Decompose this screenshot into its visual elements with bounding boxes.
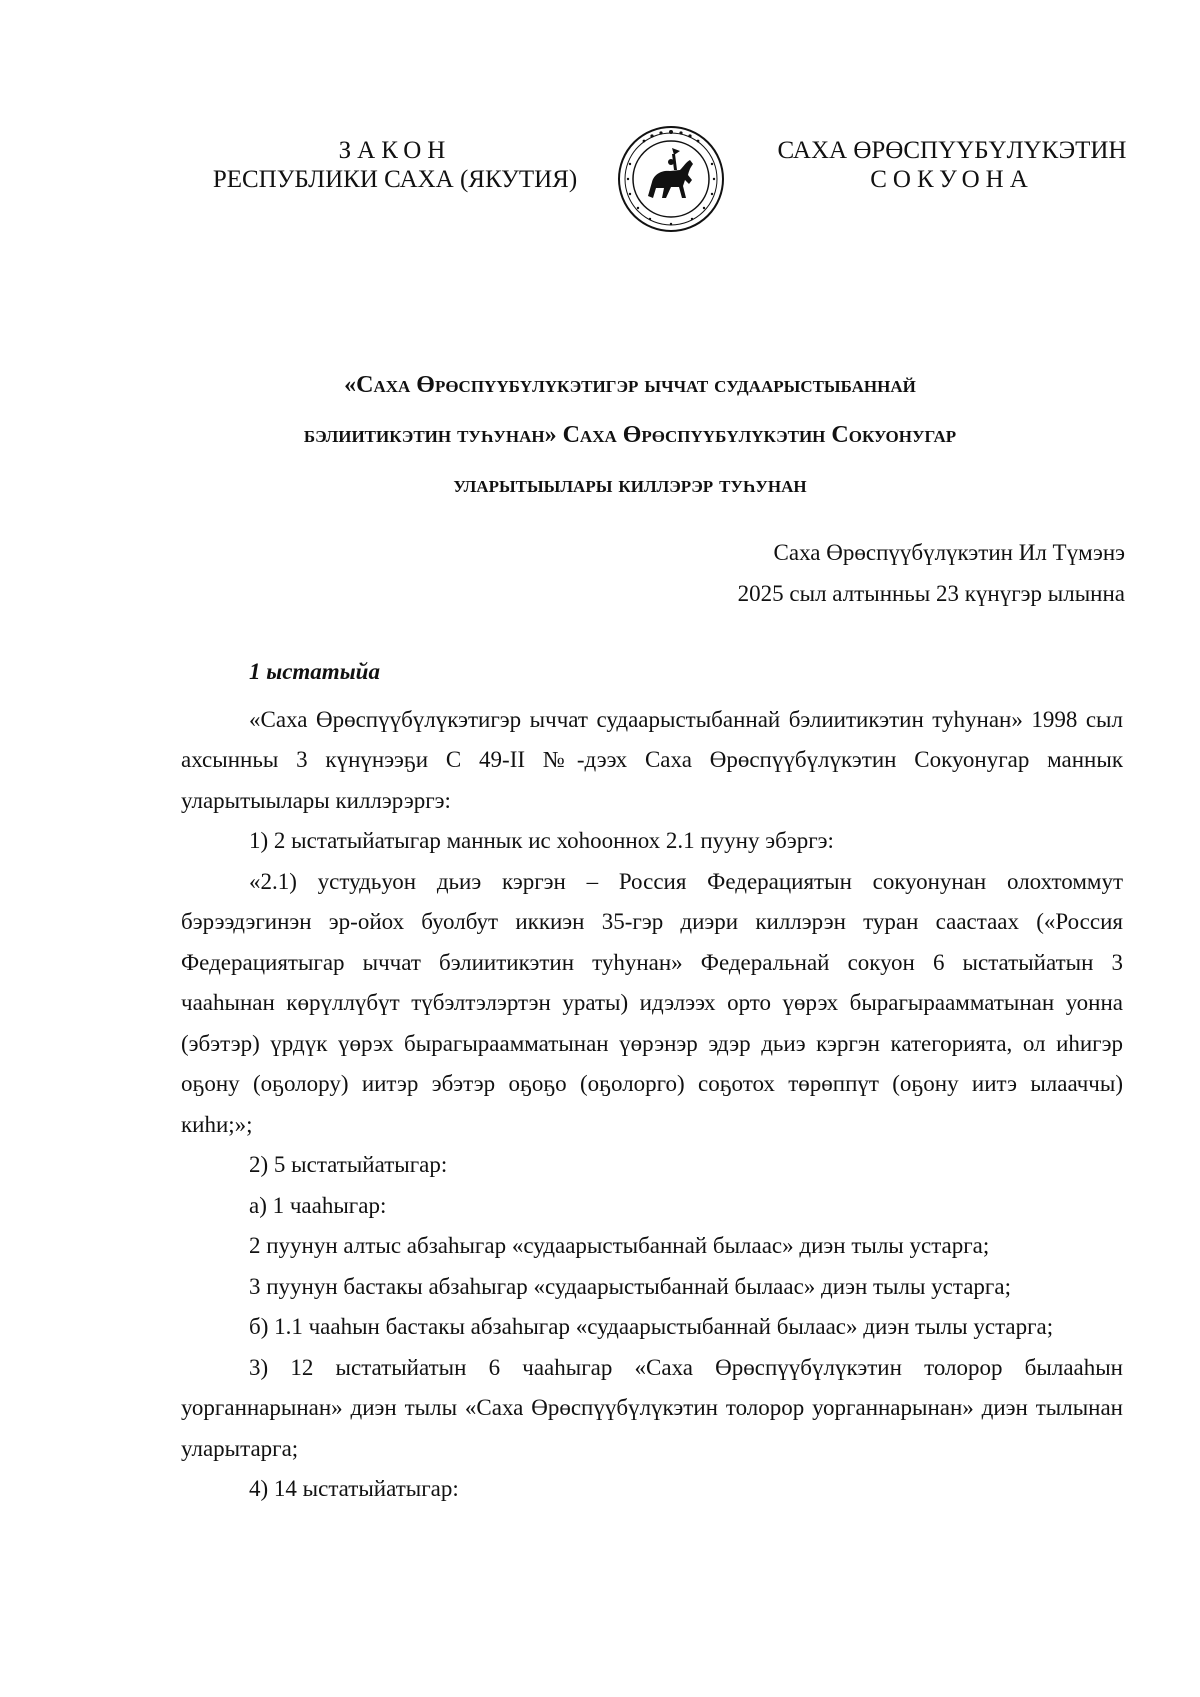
law-title-line: уларытыылары киллэрэр туһунан [453,472,807,498]
header-left [200,136,590,194]
paragraph: а) 1 чааһыгар: [249,1192,387,1218]
paragraph: 4) 14 ыстатыйатыгар: [249,1476,459,1501]
paragraph: б) 1.1 чааһын бастакы абзаһыгар «судаарыстыбаннай былаас» диэн тылы устарга; [249,1314,1054,1339]
header-right-title: САХА ӨРӨСПҮҮБҮЛҮКЭТИН [777,137,1127,164]
adopting-body: Саха Өрөспүүбүлүкэтин Ил Түмэнэ [773,540,1125,565]
header-right-subtitle: СОКУОНА [870,166,1034,193]
paragraph: 2) 5 ыстатыйатыгар: [249,1152,448,1177]
header-left-subtitle: РЕСПУБЛИКИ САХА (ЯКУТИЯ) [212,166,578,193]
coat-of-arms-icon [616,124,726,234]
paragraph: «Саха Өрөспүүбүлүкэтигэр ыччат судаарыстыбаннай бэлиитикэтин туһунан» 1998 сыл ахсынньы 3 күнүнээҕи С 49-II №-дээх Саха Өрөспүүбүлүкэтин Сокуонугар маннык уларытыылары киллэрэргэ: [181,706,1123,813]
paragraph: 3 пуунун бастакы абзаһыгар «судаарыстыбаннай былаас» диэн тылы устарга; [249,1273,1011,1299]
paragraph: 1) 2 ыстатыйатыгар маннык ис хоһооннох 2.1 пууну эбэргэ: [249,828,834,853]
header-left-title: ЗАКОН [338,137,452,164]
header-right [762,136,1142,194]
article-heading: 1 ыстатыйа [249,659,380,684]
law-title-line: бэлиитикэтин туһунан» Саха Өрөспүүбүлүкэтин Сокуонугар [303,422,957,448]
law-body [181,652,1123,1510]
paragraph: 2 пуунун алтыс абзаһыгар «судаарыстыбаннай былаас» диэн тылы устарга; [249,1233,990,1258]
adoption-block [425,532,1125,614]
law-title [230,360,1030,510]
paragraph: «2.1) устудьуон дьиэ кэргэн – Россия Федерациятын сокуонунан олохтоммут бэрээдэгинэн эр-ойох буолбут иккиэн 35-гэр диэри киллэрэн туран саастаах («Россия Федерациятыгар ыччат бэлиитикэтин туһунан» Федеральнай сокуон 6 ыстатыйатын 3 чааһынан көрүллүбүт түбэлтэлэртэн ураты) идэлээх орто үөрэх бырагыраамматынан уонна (эбэтэр) үрдүк үөрэх бырагыраамматынан үөрэнэр эдэр дьиэ кэргэн категорията, ол иһигэр оҕону (оҕолору) иитэр эбэтэр оҕоҕо (оҕолорго) соҕотох төрөппүт (оҕону иитэ ылааччы) киһи;»; [181,868,1123,1137]
adoption-date: 2025 сыл алтынньы 23 күнүгэр ылынна [737,581,1125,606]
paragraph: 3) 12 ыстатыйатын 6 чааһыгар «Саха Өрөспүүбүлүкэтин толорор былааһын уорганнарынан» диэн тылы «Саха Өрөспүүбүлүкэтин толорор уорганнарынан» диэн тылынан уларытарга; [181,1354,1123,1461]
law-title-line: «Саха Өрөспүүбүлүкэтигэр ыччат судаарыстыбаннай [344,372,916,398]
